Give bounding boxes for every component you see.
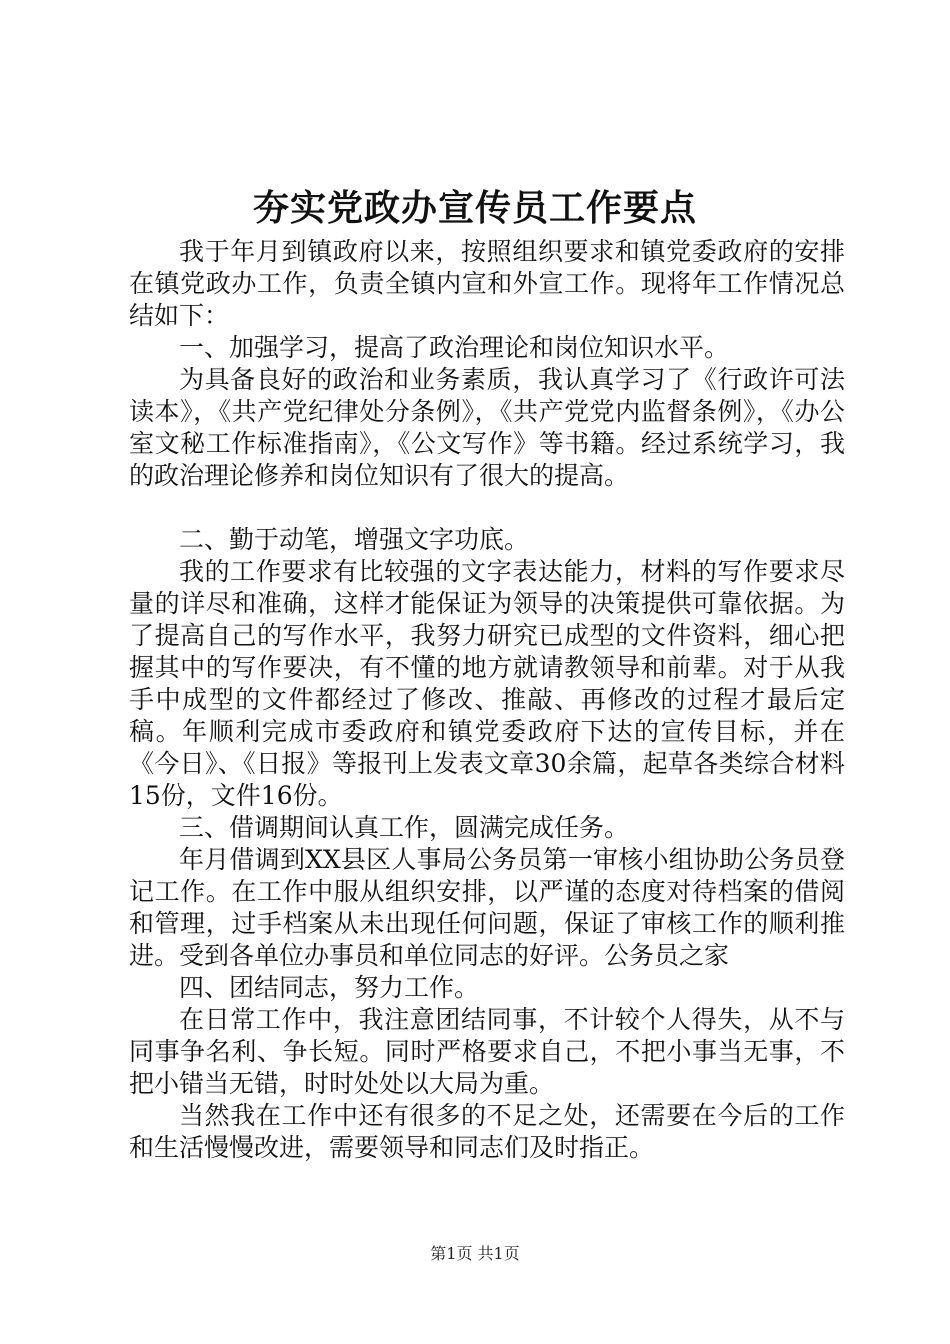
section-heading-4: 四、团结同志，努力工作。 [179,973,480,1002]
section-heading-1: 一、加强学习，提高了政治理论和岗位知识水平。 [179,333,730,362]
paragraph-study: 为具备良好的政治和业务素质，我认真学习了《行政许可法读本》，《共产党纪律处分条例》，《共产党党内监督条例》，《办公室文秘工作标准指南》，《公文写作》等书籍。经过系统学习，我的政治理论修养和岗位知识有了很大的提高。 [129,365,845,490]
page-number: 第1页 共1页 [430,1244,520,1263]
document-body [129,236,845,1164]
paragraph-conclusion: 当然我在工作中还有很多的不足之处，还需要在今后的工作和生活慢慢改进，需要领导和同志们及时指正。 [129,1101,845,1162]
paragraph-unity: 在日常工作中，我注意团结同事，不计较个人得失，从不与同事争名利、争长短。同时严格要求自己，不把小事当无事，不把小错当无错，时时处处以大局为重。 [129,1005,845,1098]
paragraph-secondment: 年月借调到XX县区人事局公务员第一审核小组协助公务员登记工作。在工作中服从组织安排，以严谨的态度对待档案的借阅和管理，过手档案从未出现任何问题，保证了审核工作的顺利推进。受到各单位办事员和单位同志的好评。公务员之家 [129,845,845,970]
paragraph-writing: 我的工作要求有比较强的文字表达能力，材料的写作要求尽量的详尽和准确，这样才能保证为领导的决策提供可靠依据。为了提高自己的写作水平，我努力研究已成型的文件资料，细心把握其中的写作要决，有不懂的地方就请教领导和前辈。对于从我手中成型的文件都经过了修改、推敲、再修改的过程才最后定稿。年顺利完成市委政府和镇党委政府下达的宣传目标，并在《今日》、《日报》等报刊上发表文章30余篇，起草各类综合材料15份，文件16份。 [129,557,845,810]
section-heading-2: 二、勤于动笔，增强文字功底。 [179,525,530,554]
paragraph-intro: 我于年月到镇政府以来，按照组织要求和镇党委政府的安排在镇党政办工作，负责全镇内宣和外宣工作。现将年工作情况总结如下： [129,237,845,330]
document-title: 夯实党政办宣传员工作要点 [252,187,697,229]
blank-line [129,492,845,524]
section-heading-3: 三、借调期间认真工作，圆满完成任务。 [179,813,630,842]
